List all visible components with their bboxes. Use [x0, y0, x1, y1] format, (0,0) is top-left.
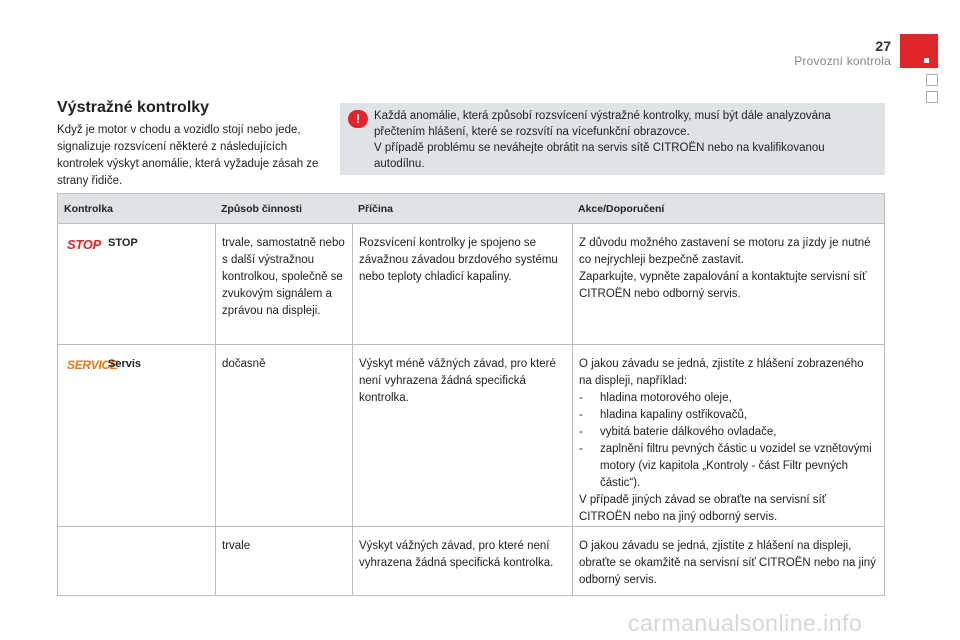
watermark: carmanualsonline.info [628, 610, 863, 636]
lamp-cell-empty [58, 527, 215, 595]
warning-icon: ! [348, 110, 368, 128]
chapter-title: Provozní kontrola [794, 54, 891, 68]
action-text: Zaparkujte, vypněte zapalování a kontaktujte servisní síť CITROËN nebo odborný servis. [579, 271, 867, 300]
section-intro: Když je motor v chodu a vozidlo stojí nebo jede, signalizuje rozsvícení některé z následujících kontrolek výskyt anomálie, která vyžaduje zásah ze strany řidiče. [57, 124, 319, 187]
lamp-cell [58, 224, 215, 344]
mode-cell: trvale [215, 527, 352, 595]
lamp-name: STOP [108, 237, 138, 249]
mode-cell: trvale, samostatně nebo s další výstražnou kontrolkou, společně se zvukovým signálem a zprávou na displeji. [215, 224, 352, 344]
action-cell: O jakou závadu se jedná, zjistíte z hlášení na displeji, obraťte se okamžitě na servisní síť CITROËN nebo na jiný odborný servis. [572, 527, 884, 595]
chapter-marker [900, 34, 938, 68]
table-header [58, 194, 884, 224]
table-row [58, 224, 884, 345]
header-cause: Příčina [358, 203, 394, 215]
warning-text-1: Každá anomálie, která způsobí rozsvícení výstražné kontrolky, musí být dále analyzována přečtením hlášení, které se rozsvítí na vícefunkční obrazovce. [374, 110, 831, 138]
action-text: Z důvodu možného zastavení se motoru za jízdy je nutné co nejrychleji bezpečně zastavit. [579, 237, 871, 266]
list-item: - vybitá baterie dálkového ovladače, [579, 424, 878, 441]
warning-box [340, 103, 885, 175]
mode-cell: dočasně [215, 345, 352, 526]
nav-box-1 [926, 74, 938, 86]
list-item: - zaplnění filtru pevných částic u vozidel se vznětovými motory (viz kapitola „Kontroly - část Filtr pevných částic“). [579, 441, 878, 492]
service-lamp-icon: SERVICE [67, 358, 118, 372]
cause-cell: Výskyt méně vážných závad, pro které není vyhrazena žádná specifická kontrolka. [352, 345, 572, 526]
marker-dot [924, 58, 929, 63]
action-list [579, 390, 878, 492]
table-row [58, 345, 884, 527]
action-cell [572, 224, 884, 344]
header-action: Akce/Doporučení [578, 203, 665, 215]
page-number: 27 [875, 38, 891, 54]
table-row [58, 527, 884, 595]
header-mode: Způsob činnosti [221, 203, 303, 215]
cause-cell: Rozsvícení kontrolky je spojeno se závažnou závadou brzdového systému nebo teploty chladicí kapaliny. [352, 224, 572, 344]
lamp-name: Servis [108, 358, 142, 370]
warning-lamps-table [57, 193, 885, 596]
warning-text-2: V případě problému se neváhejte obrátit na servis sítě CITROËN nebo na kvalifikovanou autodílnu. [374, 142, 825, 170]
cause-cell: Výskyt vážných závad, pro které není vyhrazena žádná specifická kontrolka. [352, 527, 572, 595]
list-item: - hladina kapaliny ostřikovačů, [579, 407, 878, 424]
nav-box-2 [926, 91, 938, 103]
section-title: Výstražné kontrolky [57, 99, 210, 116]
stop-lamp-icon: STOP [67, 237, 101, 252]
lamp-cell [58, 345, 215, 526]
header-lamp: Kontrolka [64, 203, 114, 215]
action-outro: V případě jiných závad se obraťte na servisní síť CITROËN nebo na jiný odborný servis. [579, 494, 827, 523]
action-cell [572, 345, 884, 526]
list-item: - hladina motorového oleje, [579, 390, 878, 407]
action-intro: O jakou závadu se jedná, zjistíte z hlášení zobrazeného na displeji, například: [579, 358, 864, 387]
